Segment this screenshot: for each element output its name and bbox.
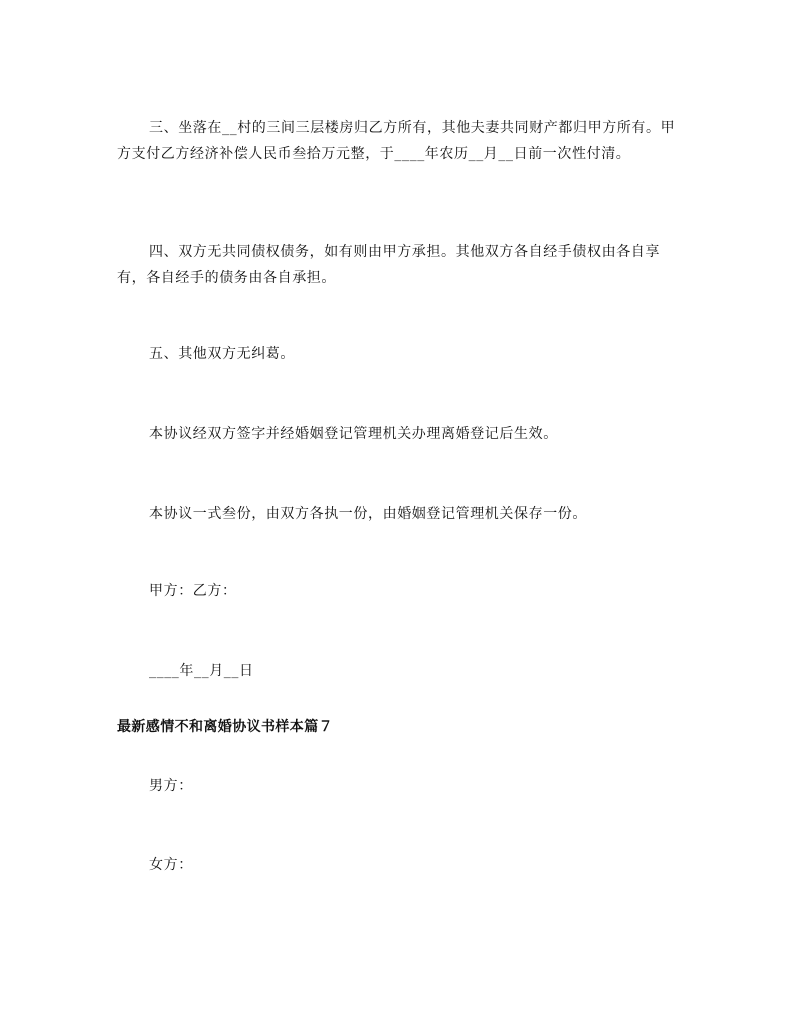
- date-line: ____年__月__日: [149, 663, 254, 679]
- female-party-line: 女方：: [149, 857, 193, 873]
- clause-3-paragraph: 三、坐落在__村的三间三层楼房归乙方所有，其他夫妻共同财产都归甲方所有。甲方支付乙方经济补偿人民币叁拾万元整，于____年农历__月__日前一次性付清。: [117, 120, 676, 162]
- signature-line: 甲方：乙方：: [149, 583, 237, 599]
- copies-paragraph: 本协议一式叁份，由双方各执一份，由婚姻登记管理机关保存一份。: [149, 506, 587, 522]
- clause-5-paragraph: 五、其他双方无纠葛。: [149, 346, 295, 362]
- section-title: 最新感情不和离婚协议书样本篇７: [117, 719, 333, 735]
- effect-paragraph: 本协议经双方签字并经婚姻登记管理机关办理离婚登记后生效。: [149, 426, 558, 442]
- clause-4-paragraph: 四、双方无共同债权债务，如有则由甲方承担。其他双方各自经手债权由各自享有，各自经手的债务由各自承担。: [117, 244, 660, 286]
- male-party-line: 男方：: [149, 778, 193, 794]
